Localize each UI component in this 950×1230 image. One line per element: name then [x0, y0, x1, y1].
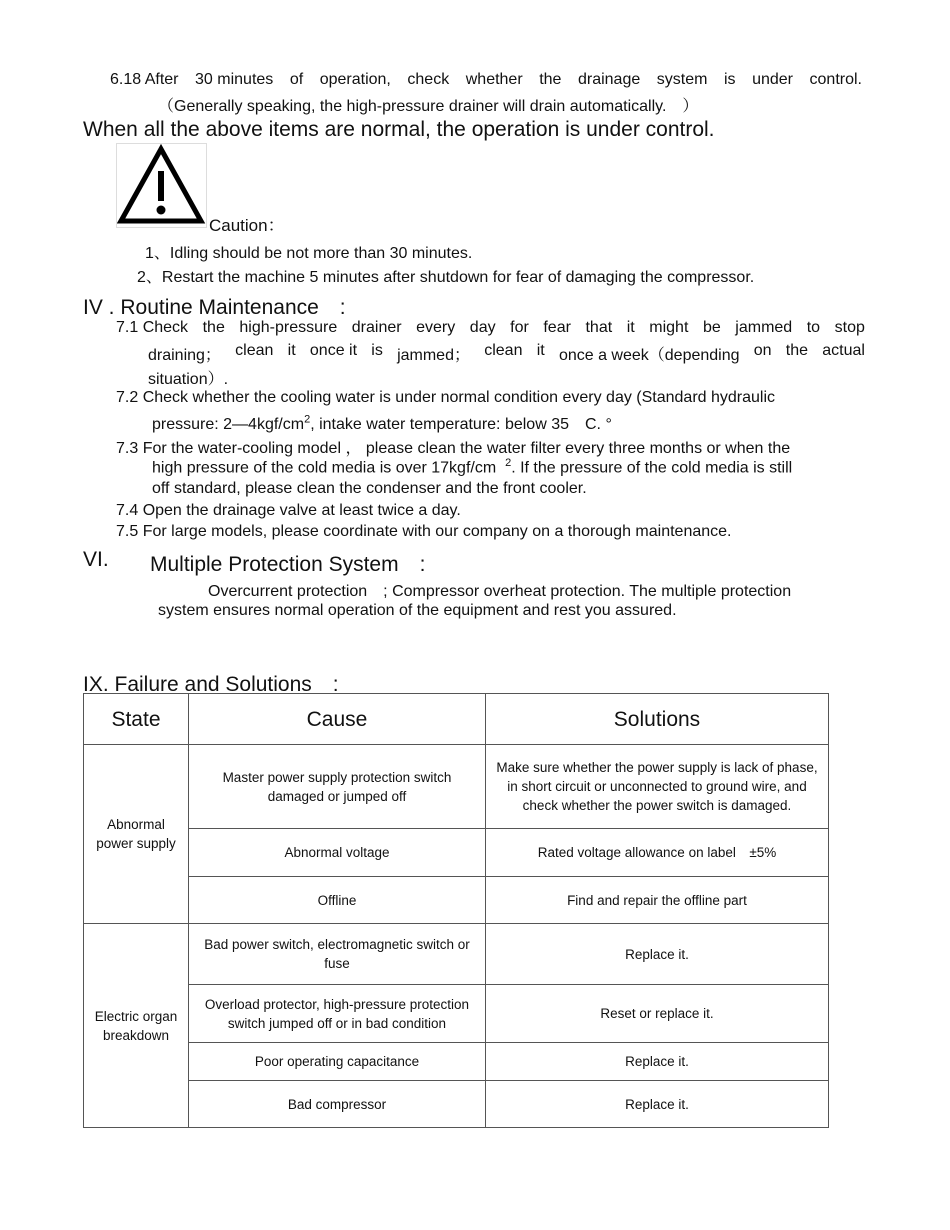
warning-triangle-icon [116, 143, 207, 228]
superscript: 2 [505, 457, 512, 469]
word: 6.18 After [110, 71, 179, 88]
state-cell: Electric organ breakdown [84, 924, 189, 1128]
word: jammed [735, 319, 793, 336]
cause-cell: Overload protector, high-pressure protection switch jumped off or in bad condition [189, 985, 486, 1043]
word: be [702, 319, 721, 336]
word: under [752, 71, 793, 88]
item-7-4: 7.4 Open the drainage valve at least twice a day. [116, 502, 461, 519]
table-row [84, 745, 829, 829]
item-7-3-line2 [152, 457, 792, 477]
superscript: 2 [304, 413, 311, 426]
text: , intake water temperature: below 35 C. ° [310, 416, 612, 433]
column-header-state: State [84, 694, 189, 745]
word: check [407, 71, 450, 88]
word: whether [465, 71, 523, 88]
word: it [287, 342, 296, 359]
word: day [469, 319, 496, 336]
item-7-1-line3: situation）. [148, 371, 229, 388]
word: drainer [351, 319, 402, 336]
word: actual [822, 342, 865, 359]
solution-cell: Rated voltage allowance on label ±5% [486, 829, 829, 877]
protection-line1: Overcurrent protection ; Compressor overheat protection. The multiple protection [208, 583, 792, 600]
item-7-2-line2 [152, 411, 612, 434]
word: stop [834, 319, 865, 336]
protection-line2: system ensures normal operation of the equipment and rest you assured. [158, 602, 677, 619]
cause-cell: Bad compressor [189, 1081, 486, 1128]
summary-text: When all the above items are normal, the operation is under control. [83, 118, 715, 141]
word: it [626, 319, 635, 336]
word: is [723, 71, 736, 88]
solution-cell: Replace it. [486, 1081, 829, 1128]
table-row [84, 1043, 829, 1081]
cause-cell: Master power supply protection switch damaged or jumped off [189, 745, 486, 829]
word: draining； [148, 347, 221, 364]
routine-maintenance-heading: IV . Routine Maintenance : [83, 296, 346, 319]
item-7-3-line1: 7.3 For the water-cooling model ， please clean the water filter every three months or when the [116, 440, 791, 457]
cause-cell: Offline [189, 877, 486, 924]
word: clean [484, 342, 523, 359]
failure-heading: IX. Failure and Solutions : [83, 673, 339, 696]
table-row [84, 985, 829, 1043]
word: for [510, 319, 529, 336]
item-7-3-line3: off standard, please clean the condenser and the front cooler. [152, 480, 587, 497]
word: of [289, 71, 304, 88]
table-header-row [84, 694, 829, 745]
word: it [536, 342, 545, 359]
protection-heading: Multiple Protection System : [150, 553, 426, 576]
column-header-cause: Cause [189, 694, 486, 745]
cause-cell: Poor operating capacitance [189, 1043, 486, 1081]
word: control. [809, 71, 862, 88]
item-6-18-line2: （Generally speaking, the high-pressure drainer will drain automatically. ） [158, 98, 699, 115]
caution-item-2: 2、Restart the machine 5 minutes after shutdown for fear of damaging the compressor. [137, 269, 755, 286]
word: high-pressure [239, 319, 338, 336]
word: system [656, 71, 708, 88]
table-row [84, 877, 829, 924]
item-7-2-line1: 7.2 Check whether the cooling water is under normal condition every day (Standard hydraulic [116, 389, 776, 406]
word: the [539, 71, 562, 88]
text: pressure: 2—4kgf/cm [152, 416, 305, 433]
solution-cell: Replace it. [486, 1043, 829, 1081]
caution-item-1: 1、Idling should be not more than 30 minutes. [145, 245, 473, 262]
item-7-1-line1 [116, 319, 865, 337]
word: every [416, 319, 456, 336]
word: the [202, 319, 225, 336]
word: on [753, 342, 772, 359]
solution-cell: Replace it. [486, 924, 829, 985]
table-row [84, 1081, 829, 1128]
item-7-5: 7.5 For large models, please coordinate with our company on a thorough maintenance. [116, 523, 732, 540]
cause-cell: Bad power switch, electromagnetic switch or fuse [189, 924, 486, 985]
text: . If the pressure of the cold media is still [511, 459, 793, 477]
word: might [649, 319, 689, 336]
state-cell: Abnormal power supply [84, 745, 189, 924]
item-6-18-line1 [110, 71, 862, 89]
caution-label: Caution： [209, 216, 285, 235]
text: high pressure of the cold media is over 17kgf/cm [152, 459, 497, 477]
protection-numeral: VI. [83, 548, 109, 571]
solution-cell: Find and repair the offline part [486, 877, 829, 924]
item-7-1-line2 [148, 342, 865, 365]
table-row [84, 924, 829, 985]
word: drainage [577, 71, 641, 88]
word: that [585, 319, 613, 336]
word: operation, [319, 71, 391, 88]
word: to [806, 319, 821, 336]
word: is [371, 342, 383, 359]
table-row [84, 829, 829, 877]
word: once a week（depending [558, 347, 740, 364]
word: the [785, 342, 809, 359]
column-header-solutions: Solutions [486, 694, 829, 745]
failure-solutions-table [83, 693, 829, 1128]
cause-cell: Abnormal voltage [189, 829, 486, 877]
solution-cell: Reset or replace it. [486, 985, 829, 1043]
word: jammed； [397, 347, 470, 364]
word: fear [543, 319, 571, 336]
word: 7.1 Check [116, 319, 189, 336]
word: clean [235, 342, 274, 359]
word: 30 minutes [195, 71, 274, 88]
solution-cell: Make sure whether the power supply is lack of phase, in short circuit or unconnected to ground wire, and check whether the power switch is damaged. [486, 745, 829, 829]
word: once it [309, 342, 358, 359]
